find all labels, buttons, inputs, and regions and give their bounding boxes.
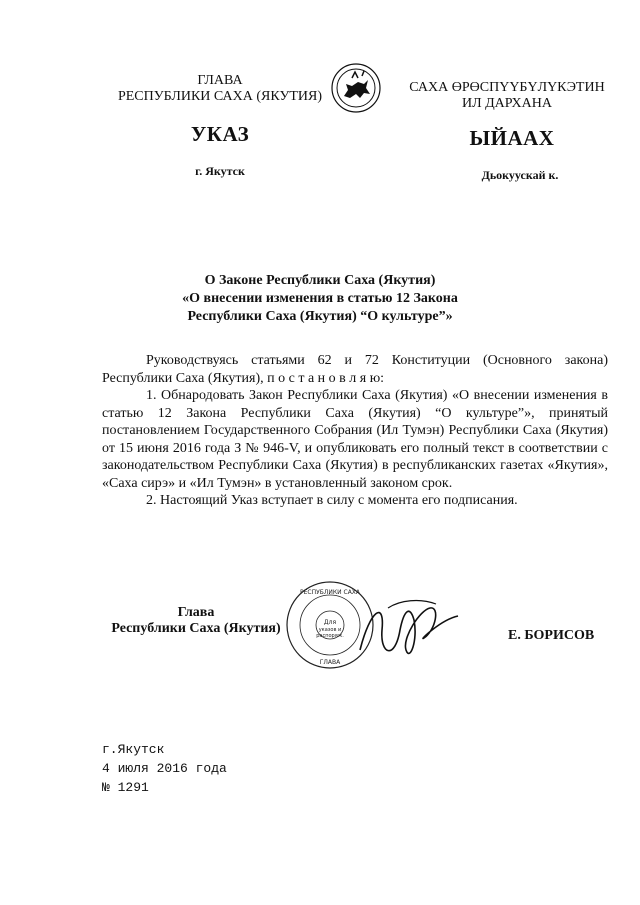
document-title [150, 272, 490, 326]
signatory-title-line1: Глава [177, 605, 215, 620]
title-line1: О Законе Республики Саха (Якутия) [204, 273, 436, 288]
footer-date: 4 июля 2016 года [102, 761, 227, 776]
body-item-2: 2. Настоящий Указ вступает в силу с момента его подписания. [146, 493, 518, 508]
body-intro: Руководствуясь статьями 62 и 72 Конституции (Основного закона) Республики Саха (Якутия), п о с т а н о в л я ю: [102, 353, 608, 386]
svg-text:Для: Для [323, 619, 337, 626]
svg-text:РЕСПУБЛИКИ САХА: РЕСПУБЛИКИ САХА [299, 589, 361, 596]
doc-type-left: УКАЗ [190, 122, 250, 146]
signatory-title [96, 605, 296, 637]
city-right: Дьокуускай к. [481, 168, 559, 182]
svg-text:ГЛАВА: ГЛАВА [319, 659, 341, 666]
signatory-title-line2: Республики Саха (Якутия) [111, 621, 281, 636]
doc-type-right: ЫЙААХ [469, 126, 555, 150]
header-left-line2: РЕСПУБЛИКИ САХА (ЯКУТИЯ) [117, 89, 323, 104]
footer-city: г.Якутск [102, 742, 165, 757]
header-right [392, 80, 622, 112]
footer-number: № 1291 [102, 780, 149, 795]
document-body [102, 352, 608, 510]
city-left: г. Якутск [195, 164, 245, 178]
header-left-line1: ГЛАВА [197, 73, 243, 88]
handwritten-signature [340, 590, 480, 670]
coat-of-arms-icon [330, 62, 382, 114]
body-item-1: 1. Обнародовать Закон Республики Саха (Якутия) «О внесении изменения в статью 12 Закона Республики Саха (Якутия) “О культуре”», принятый постановлением Государственного Собрания (Ил Тумэн) Республики Саха (Якутия) от 15 июня 2016 года З № 946-V, и опубликовать его полный текст в соответствии с законодательством Республики Саха (Якутия) в республиканских газетах «Якутия», «Саха сирэ» и «Ил Тумэн» в установленный законом срок. [102, 388, 608, 491]
svg-text:указов и: указов и [318, 627, 342, 633]
footer [102, 740, 302, 797]
title-line2: «О внесении изменения в статью 12 Закона [182, 291, 458, 306]
signatory-name: Е. БОРИСОВ [508, 628, 595, 643]
header-left [100, 73, 340, 105]
svg-text:распоряж.: распоряж. [316, 633, 344, 639]
title-line3: Республики Саха (Якутия) “О культуре”» [187, 309, 453, 324]
header-right-line1: САХА ӨРӨСПҮҮБҮЛҮКЭТИН [409, 80, 605, 95]
header-right-line2: ИЛ ДАРХАНА [461, 96, 552, 111]
